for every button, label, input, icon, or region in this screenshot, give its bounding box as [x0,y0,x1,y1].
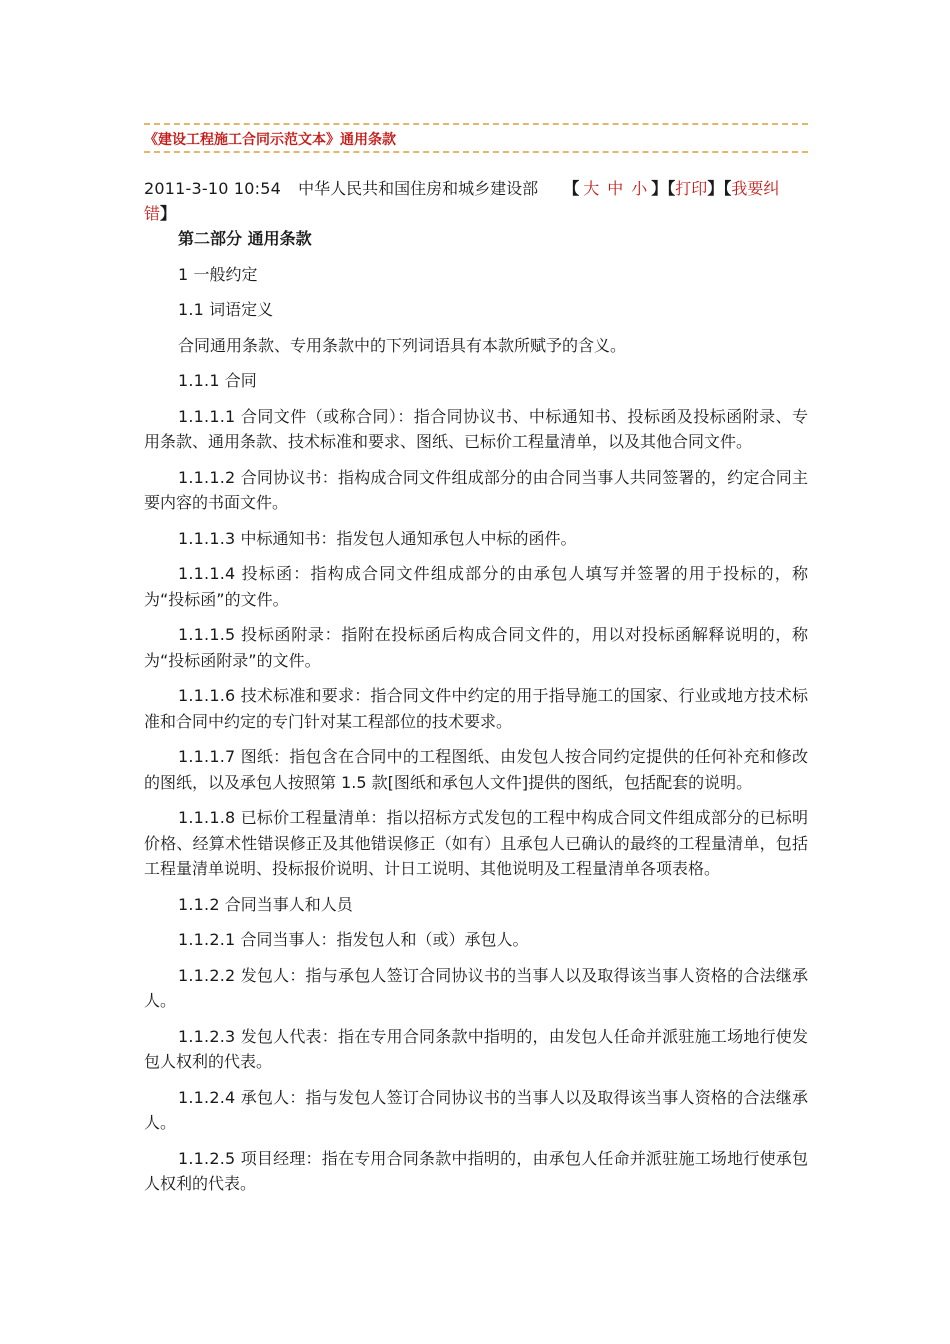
clause-paragraph: 1.1.2.2 发包人：指与承包人签订合同协议书的当事人以及取得该当事人资格的合法继承人。 [144,965,808,1010]
clause-paragraph: 1.1.1.1 合同文件（或称合同）：指合同协议书、中标通知书、投标函及投标函附录、专用条款、通用条款、技术标准和要求、图纸、已标价工程量清单，以及其他合同文件。 [144,406,808,451]
clause-paragraph: 1.1.1.6 技术标准和要求：指合同文件中约定的用于指导施工的国家、行业或地方技术标准和合同中约定的专门针对某工程部位的技术要求。 [144,686,808,731]
page-title: 《建设工程施工合同示范文本》通用条款 [144,132,396,148]
clause-paragraph: 1.1.1 合同 [178,371,257,390]
clause-paragraph: 1.1.1.7 图纸：指包含在合同中的工程图纸、由发包人按合同约定提供的任何补充和修改的图纸，以及承包人按照第 1.5 款[图纸和承包人文件]提供的图纸，包括配套的说明。 [144,747,808,792]
clause-paragraph: 1.1.1.3 中标通知书：指发包人通知承包人中标的函件。 [178,528,577,548]
font-size-large-link[interactable]: 大 [583,179,600,198]
clause-paragraph: 1.1.1.2 合同协议书：指构成合同文件组成部分的由合同当事人共同签署的，约定合同主要内容的书面文件。 [144,467,808,512]
clause-paragraph: 1.1.2.5 项目经理：指在专用合同条款中指明的，由承包人任命并派驻施工场地行使承包人权利的代表。 [144,1148,808,1193]
print-link[interactable]: 打印 [675,179,708,198]
clause-paragraph: 1.1 词语定义 [178,300,274,319]
report-error-link[interactable]: 我要纠错 [144,179,780,223]
clause-paragraph: 1.1.2.3 发包人代表：指在专用合同条款中指明的，由发包人任命并派驻施工场地行使发包人权利的代表。 [144,1026,808,1071]
article-body [144,226,808,1207]
font-size-medium-link[interactable]: 中 [607,179,624,198]
publish-date: 2011-3-10 10:54 [144,179,281,198]
publish-source: 中华人民共和国住房和城乡建设部 [298,179,539,198]
section-heading: 第二部分 通用条款 [178,229,312,248]
clause-paragraph: 1.1.1.5 投标函附录：指附在投标函后构成合同文件的，用以对投标函解释说明的，称为“投标函附录”的文件。 [144,625,808,670]
clause-paragraph: 1.1.2.1 合同当事人：指发包人和（或）承包人。 [178,930,529,949]
clause-paragraph: 1.1.2 合同当事人和人员 [178,894,353,914]
clause-paragraph: 1 一般约定 [178,264,258,284]
title-bottom-divider [144,151,808,153]
clause-paragraph: 1.1.1.4 投标函：指构成合同文件组成部分的由承包人填写并签署的用于投标的，称为“投标函”的文件。 [144,564,808,609]
article-tools: 【 大 中 小 】【打印】【我要纠错】 [144,179,780,223]
clause-paragraph: 1.1.1.8 已标价工程量清单：指以招标方式发包的工程中构成合同文件组成部分的已标明价格、经算术性错误修正及其他错误修正（如有）且承包人已确认的最终的工程量清单，包括工程量清单说明、投标报价说明、计日工说明、其他说明及工程量清单各项表格。 [144,808,808,878]
article-meta [144,176,808,226]
title-top-divider [144,123,808,125]
clause-paragraph: 合同通用条款、专用条款中的下列词语具有本款所赋予的含义。 [178,335,627,355]
clause-paragraph: 1.1.2.4 承包人：指与发包人签订合同协议书的当事人以及取得该当事人资格的合法继承人。 [144,1087,808,1132]
font-size-small-link[interactable]: 小 [631,179,648,198]
